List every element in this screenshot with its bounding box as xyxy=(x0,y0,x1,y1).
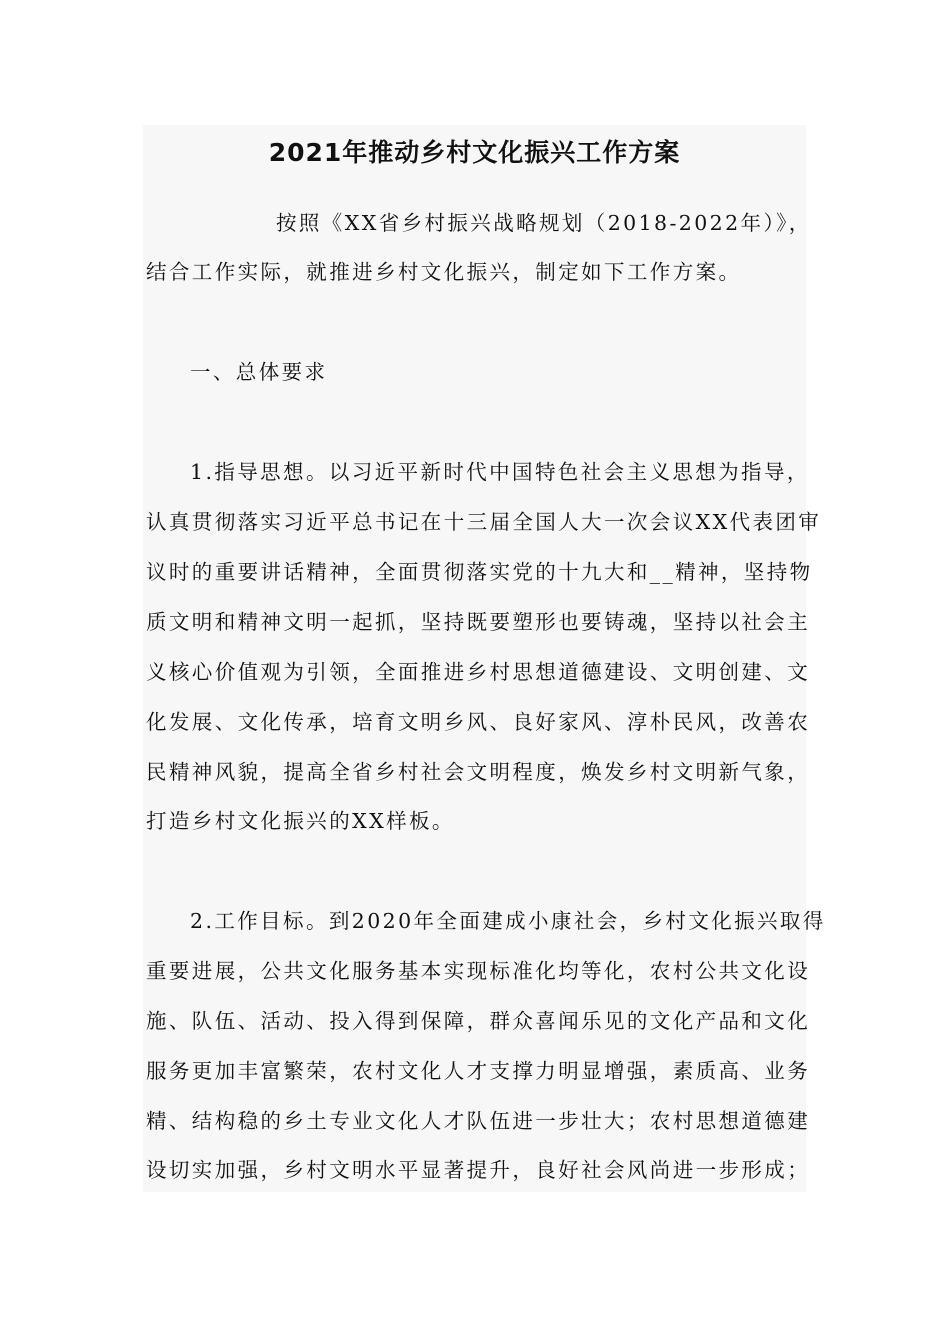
paragraph1-line-6: 化发展、文化传承，培育文明乡风、良好家风、淳朴民风，改善农 xyxy=(146,710,811,734)
paragraph1-line-7: 民精神风貌，提高全省乡村社会文明程度，焕发乡村文明新气象， xyxy=(146,760,811,784)
paragraph2-line-3: 施、队伍、活动、投入得到保障，群众喜闻乐见的文化产品和文化 xyxy=(146,1009,811,1033)
paragraph1-line-8: 打造乡村文化振兴的XX样板。 xyxy=(146,809,455,833)
paragraph2-line-6: 设切实加强，乡村文明水平显著提升，良好社会风尚进一步形成； xyxy=(146,1158,811,1182)
paragraph2-line-4: 服务更加丰富繁荣，农村文化人才支撑力明显增强，素质高、业务 xyxy=(146,1059,811,1083)
section-heading: 一、总体要求 xyxy=(190,360,328,384)
paragraph1-line-1: 1.指导思想。以习近平新时代中国特色社会主义思想为指导， xyxy=(190,460,810,484)
paragraph1-line-3: 议时的重要讲话精神，全面贯彻落实党的十九大和__精神，坚持物 xyxy=(146,560,813,584)
paragraph1-line-2: 认真贯彻落实习近平总书记在十三届全国人大一次会议XX代表团审 xyxy=(146,510,822,534)
paragraph2-line-2: 重要进展，公共文化服务基本实现标准化均等化，农村公共文化设 xyxy=(146,959,811,983)
paragraph2-line-1: 2.工作目标。到2020年全面建成小康社会，乡村文化振兴取得 xyxy=(190,909,826,933)
paragraph2-line-5: 精、结构稳的乡土专业文化人才队伍进一步壮大；农村思想道德建 xyxy=(146,1109,811,1133)
paragraph1-line-5: 义核心价值观为引领，全面推进乡村思想道德建设、文明创建、文 xyxy=(146,660,811,684)
intro-line-1: 按照《XX省乡村振兴战略规划（2018-2022年）》， xyxy=(276,211,812,235)
paragraph1-line-4: 质文明和精神文明一起抓，坚持既要塑形也要铸魂，坚持以社会主 xyxy=(146,610,811,634)
document-title: 2021年推动乡村文化振兴工作方案 xyxy=(268,138,681,167)
intro-line-2: 结合工作实际，就推进乡村文化振兴，制定如下工作方案。 xyxy=(146,260,742,284)
